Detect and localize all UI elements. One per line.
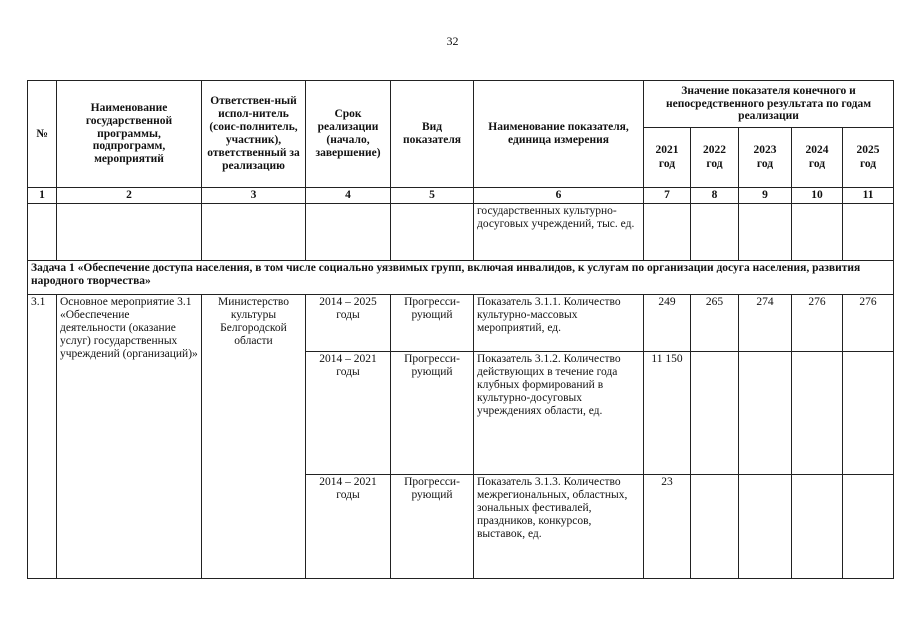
header-year: [739, 128, 792, 188]
year-label: 2023: [753, 143, 777, 156]
header-row: [28, 81, 894, 128]
column-number: 11: [843, 188, 894, 204]
indicator-name: Показатель 3.1.3. Количество межрегиональных, областных, зональных фестивалей, праздников, конкурсов, выставок, ед.: [474, 475, 644, 579]
task-row: [28, 261, 894, 295]
year-label: 2022: [703, 143, 726, 156]
indicator-value: [691, 352, 739, 475]
indicator-value: 23: [644, 475, 691, 579]
column-number: 1: [28, 188, 57, 204]
column-number: 9: [739, 188, 792, 204]
header-year: [691, 128, 739, 188]
column-number: 7: [644, 188, 691, 204]
indicator-value: 276: [843, 295, 894, 352]
column-number: 5: [391, 188, 474, 204]
year-suffix: год: [706, 157, 723, 170]
indicator-value: [792, 475, 843, 579]
column-number: 3: [202, 188, 306, 204]
measure-number: 3.1: [28, 295, 57, 579]
indicator-value: [739, 352, 792, 475]
header-program-name: Наименование государственной программы, подпрограмм, мероприятий: [57, 81, 202, 188]
year-label: 2025: [856, 143, 880, 156]
continuation-row: [28, 204, 894, 261]
indicator-type: Прогресси-рующий: [391, 352, 474, 475]
column-number: 6: [474, 188, 644, 204]
year-suffix: год: [756, 157, 774, 170]
header-indicator-type: Вид показателя: [391, 81, 474, 188]
header-period: Срок реализации (начало, завершение): [306, 81, 391, 188]
header-responsible: Ответствен-ный испол-нитель (соис-полнитель, участник), ответственный за реализацию: [202, 81, 306, 188]
indicator-row: [28, 295, 894, 352]
year-label: 2024: [805, 143, 829, 156]
year-suffix: год: [859, 157, 877, 170]
indicator-name: Показатель 3.1.1. Количество культурно-массовых мероприятий, ед.: [474, 295, 644, 352]
year-label: 2021: [655, 143, 679, 156]
task-heading: Задача 1 «Обеспечение доступа населения, в том числе социально уязвимых групп, включая инвалидов, к услугам по организации досуга населения, развития народного творчества»: [28, 261, 894, 295]
indicator-period: 2014 – 2025 годы: [306, 295, 391, 352]
indicator-type: Прогресси-рующий: [391, 295, 474, 352]
indicator-value: 265: [691, 295, 739, 352]
measure-responsible: Министерство культуры Белгородской области: [202, 295, 306, 579]
indicator-value: [843, 352, 894, 475]
year-suffix: год: [808, 157, 826, 170]
page-number: 32: [446, 34, 459, 48]
indicator-name: Показатель 3.1.2. Количество действующих в течение года клубных формирований в культурно-досуговых учреждениях области, ед.: [474, 352, 644, 475]
header-num: №: [28, 81, 57, 188]
column-number: 8: [691, 188, 739, 204]
indicator-value: [792, 352, 843, 475]
header-indicator-name: Наименование показателя, единица измерения: [474, 81, 644, 188]
indicator-value: 11 150: [644, 352, 691, 475]
year-suffix: год: [658, 157, 676, 170]
column-number: 10: [792, 188, 843, 204]
indicator-period: 2014 – 2021 годы: [306, 352, 391, 475]
indicator-value: [739, 475, 792, 579]
indicator-name-cell: государственных культурно-досуговых учреждений, тыс. ед.: [474, 204, 644, 261]
indicator-value: 274: [739, 295, 792, 352]
indicator-value: 249: [644, 295, 691, 352]
header-values-group: Значение показателя конечного и непосредственного результата по годам реализации: [644, 81, 894, 128]
header-year: [792, 128, 843, 188]
measure-name: Основное мероприятие 3.1 «Обеспечение деятельности (оказание услуг) государственных учреждений (организаций)»: [57, 295, 202, 579]
column-number: 4: [306, 188, 391, 204]
column-numbers-row: [28, 188, 894, 204]
indicator-type: Прогресси-рующий: [391, 475, 474, 579]
header-year: [644, 128, 691, 188]
indicator-value: [691, 475, 739, 579]
column-number: 2: [57, 188, 202, 204]
indicator-period: 2014 – 2021 годы: [306, 475, 391, 579]
header-year: [843, 128, 894, 188]
program-table: [27, 80, 894, 579]
indicator-value: 276: [792, 295, 843, 352]
indicator-value: [843, 475, 894, 579]
